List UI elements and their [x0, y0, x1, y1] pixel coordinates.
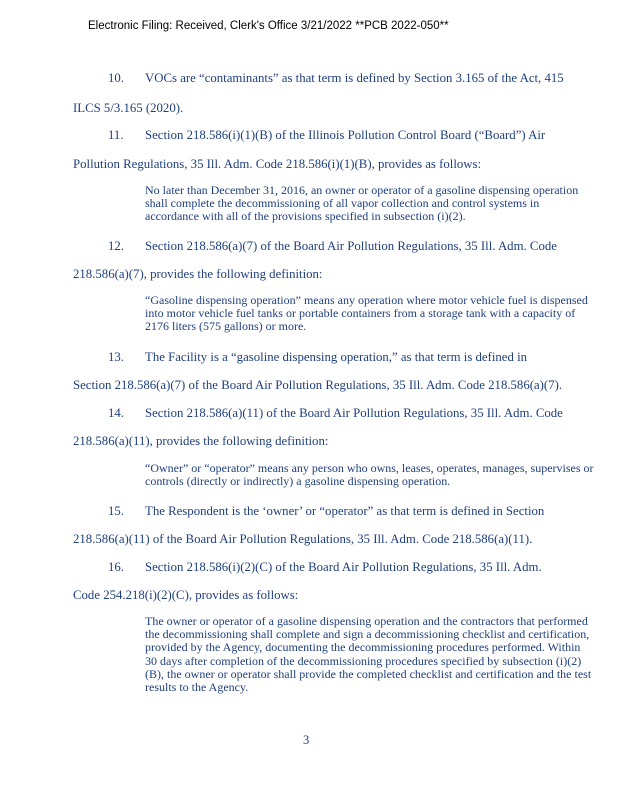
paragraph-line: Section 218.586(a)(7) of the Board Air Pollution Regulations, 35 Ill. Adm. Code — [145, 239, 557, 253]
paragraph-line: Code 254.218(i)(2)(C), provides as follows: — [73, 588, 299, 602]
paragraph-line: 218.586(a)(11), provides the following definition: — [73, 434, 329, 448]
paragraph-line: Section 218.586(i)(2)(C) of the Board Air Pollution Regulations, 35 Ill. Adm. — [145, 560, 542, 574]
paragraph-number: 12. — [108, 239, 124, 253]
paragraph-line: The Facility is a “gasoline dispensing operation,” as that term is defined in — [145, 350, 528, 364]
paragraph-line: 218.586(a)(11) of the Board Air Pollution Regulations, 35 Ill. Adm. Code 218.586(a)(11). — [73, 532, 533, 546]
paragraph-line: Section 218.586(i)(1)(B) of the Illinois Pollution Control Board (“Board”) Air — [145, 128, 546, 142]
paragraph-line: VOCs are “contaminants” as that term is defined by Section 3.165 of the Act, 415 — [145, 71, 564, 85]
paragraph-number: 15. — [108, 504, 124, 518]
paragraph-number: 13. — [108, 350, 124, 364]
paragraph-line: The Respondent is the ‘owner’ or “operator” as that term is defined in Section — [145, 504, 545, 518]
paragraph-line: Section 218.586(a)(7) of the Board Air Pollution Regulations, 35 Ill. Adm. Code 218.586(a)(7). — [73, 378, 563, 392]
paragraph-line: Pollution Regulations, 35 Ill. Adm. Code 218.586(i)(1)(B), provides as follows: — [73, 157, 482, 171]
paragraph-number: 14. — [108, 406, 124, 420]
paragraph-line: Section 218.586(a)(11) of the Board Air Pollution Regulations, 35 Ill. Adm. Code — [145, 406, 563, 420]
block-quote: The owner or operator of a gasoline dispensing operation and the contractors that performed the decommissioning shall complete and sign a decommissioning checklist and certification, provided by the Agency, documenting the decommissioning procedures performed. Within 30 days after completion of the decommissioning procedures specified by subsection (i)(2)(B), the owner or operator shall provide the completed checklist and certification and the test results to the Agency. — [145, 614, 592, 695]
filing-header: Electronic Filing: Received, Clerk's Office 3/21/2022 **PCB 2022-050** — [88, 20, 449, 32]
paragraph-number: 10. — [108, 71, 124, 85]
block-quote: No later than December 31, 2016, an owner or operator of a gasoline dispensing operation shall complete the decommissioning of all vapor collection and control systems in accordance with all of the provisions specified in subsection (i)(2). — [145, 183, 579, 224]
block-quote: “Gasoline dispensing operation” means any operation where motor vehicle fuel is dispensed into motor vehicle fuel tanks or portable containers from a storage tank with a capacity of 2176 liters (575 gallons) or more. — [145, 293, 588, 334]
block-quote: “Owner” or “operator” means any person who owns, leases, operates, manages, supervises or controls (directly or indirectly) a gasoline dispensing operation. — [145, 461, 594, 489]
paragraph-number: 16. — [108, 560, 124, 574]
paragraph-number: 11. — [108, 128, 124, 142]
page-number: 3 — [303, 733, 310, 747]
paragraph-line: ILCS 5/3.165 (2020). — [73, 101, 184, 115]
paragraph-line: 218.586(a)(7), provides the following definition: — [73, 267, 323, 281]
